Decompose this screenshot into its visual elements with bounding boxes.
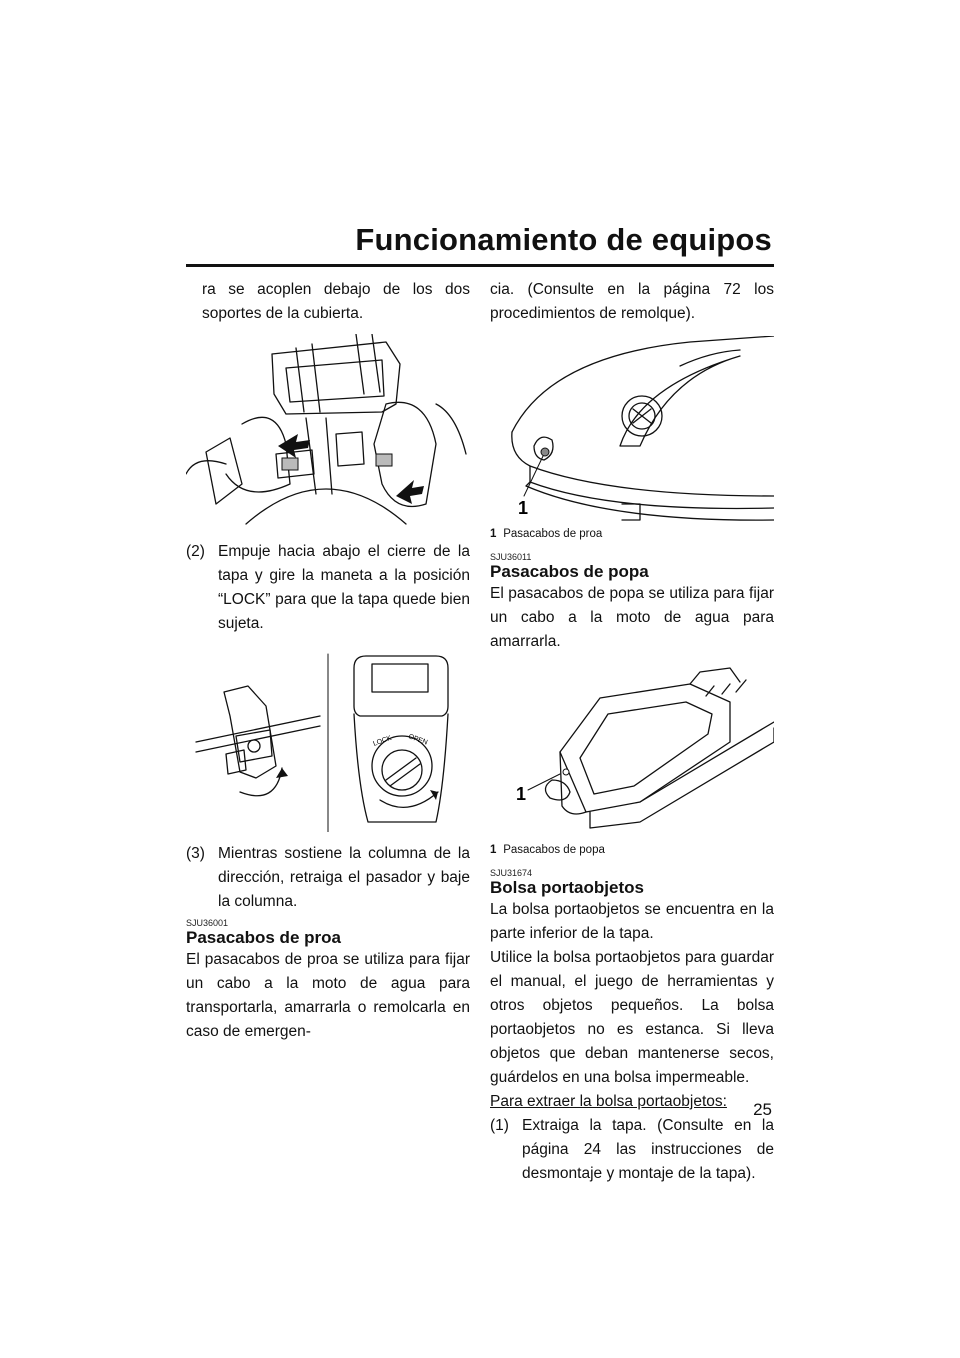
figure-lock-latch xyxy=(186,646,470,832)
caption-number: 1 xyxy=(490,528,497,540)
open-label: OPEN xyxy=(407,733,429,747)
section-heading: Bolsa portaobjetos xyxy=(490,878,644,897)
deck-supports-illustration xyxy=(186,334,470,530)
bow-eye-illustration xyxy=(490,336,774,522)
bow-callout-number: 1 xyxy=(518,498,529,518)
right-intro-text: cia. (Consulte en la página 72 los procedimientos de remolque). xyxy=(490,281,774,322)
step-3-number: (3) xyxy=(186,845,205,862)
left-column xyxy=(186,278,470,1044)
lock-label: LOCK xyxy=(372,734,393,748)
page-number: 25 xyxy=(753,1100,772,1119)
figure-deck-supports xyxy=(186,334,470,530)
step-2-text: Empuje hacia abajo el cierre de la tapa y gire la maneta a la posición “LOCK” para que la tapa quede bien sujeta. xyxy=(218,543,470,632)
caption-text: Pasacabos de popa xyxy=(503,844,605,856)
caption-text: Pasacabos de proa xyxy=(503,528,603,540)
step-1 xyxy=(490,1114,774,1186)
step-1-text: Extraiga la tapa. (Consulte en la página 24 las instrucciones de desmontaje y montaje de la tapa). xyxy=(522,1117,774,1182)
figure-stern-eye xyxy=(490,662,774,838)
section-paragraph-2: Utilice la bolsa portaobjetos para guardar el manual, el juego de herramientas y otros objetos pequeños. La bolsa portaobjetos no es estanca. Si lleva objetos que deban mantenerse secos, guárdelos en una bolsa impermeable. xyxy=(490,949,774,1086)
section-heading: Pasacabos de proa xyxy=(186,928,341,947)
right-column xyxy=(490,278,774,1186)
header-rule xyxy=(186,264,774,267)
stern-callout-number: 1 xyxy=(516,784,527,804)
step-3 xyxy=(186,842,470,914)
section-code: SJU31674 xyxy=(490,868,533,878)
figure-bow-eye xyxy=(490,336,774,522)
section-paragraph-1: La bolsa portaobjetos se encuentra en la parte inferior de la tapa. xyxy=(490,901,774,942)
subheading: Para extraer la bolsa portaobjetos: xyxy=(490,1093,727,1110)
stern-eye-illustration xyxy=(490,662,774,838)
section-code: SJU36011 xyxy=(490,552,532,562)
left-intro-text: ra se acoplen debajo de los dos soportes de la cubierta. xyxy=(202,281,470,322)
step-2 xyxy=(186,540,470,636)
step-1-number: (1) xyxy=(490,1117,509,1134)
lock-latch-illustration xyxy=(186,646,470,832)
caption-number: 1 xyxy=(490,844,497,856)
figure-caption xyxy=(490,842,774,858)
section-body: El pasacabos de popa se utiliza para fijar un cabo a la moto de agua para amarrarla. xyxy=(490,585,774,650)
section-heading: Pasacabos de popa xyxy=(490,562,649,581)
page-title: Funcionamiento de equipos xyxy=(355,222,772,257)
section-body: El pasacabos de proa se utiliza para fijar un cabo a la moto de agua para transportarla, amarrarla o remolcarla en caso de emergen- xyxy=(186,951,470,1040)
step-2-number: (2) xyxy=(186,543,205,560)
figure-caption xyxy=(490,526,774,542)
step-3-text: Mientras sostiene la columna de la dirección, retraiga el pasador y baje la columna. xyxy=(218,845,470,910)
section-code: SJU36001 xyxy=(186,918,229,928)
